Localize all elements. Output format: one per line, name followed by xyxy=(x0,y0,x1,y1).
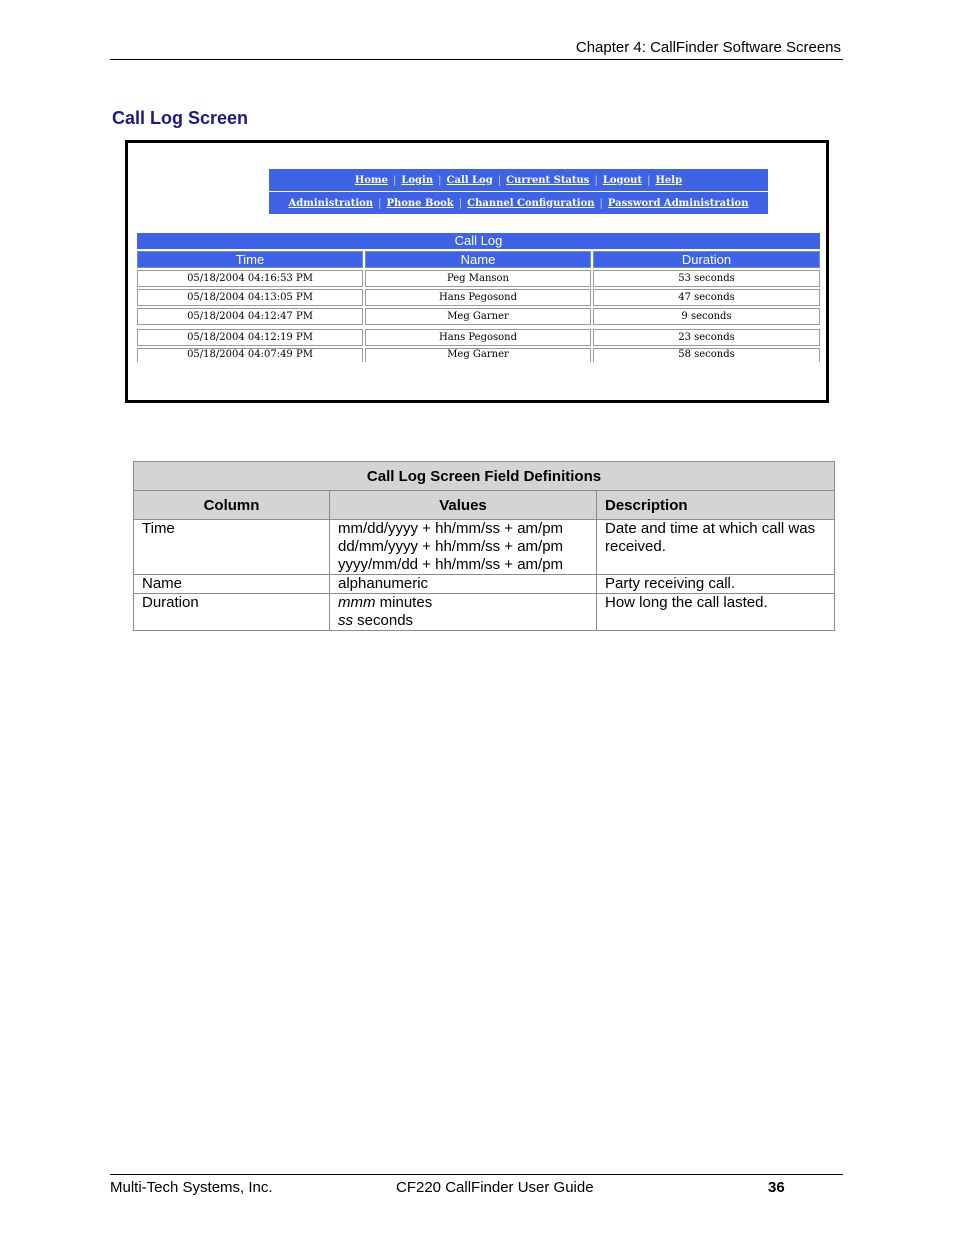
call-name-cell: Meg Garner xyxy=(365,308,591,325)
nav-separator: | xyxy=(599,197,603,209)
nav-separator: | xyxy=(438,174,442,186)
value-unit: minutes xyxy=(375,594,433,611)
section-title: Call Log Screen xyxy=(112,108,249,128)
call-log-screenshot xyxy=(125,140,829,403)
nav-logout-link[interactable]: Logout xyxy=(602,174,643,186)
call-duration-cell: 47 seconds xyxy=(593,289,820,306)
call-name-cell: Peg Manson xyxy=(365,270,591,287)
field-definitions-table xyxy=(133,461,835,631)
nav-current-status-link[interactable]: Current Status xyxy=(506,174,590,186)
call-duration-cell: 23 seconds xyxy=(593,329,820,346)
value-line: mm/dd/yyyy + hh/mm/ss + am/pm xyxy=(338,520,564,537)
field-values xyxy=(330,520,597,575)
table-row xyxy=(137,348,822,362)
table-caption-row xyxy=(134,462,835,491)
value-format: mmm xyxy=(338,594,376,611)
call-name-cell: Hans Pegosond xyxy=(365,329,591,346)
field-description: Party receiving call. xyxy=(597,575,835,594)
nav-bar-primary xyxy=(269,169,768,191)
nav-separator: | xyxy=(594,174,598,186)
table-header-row xyxy=(134,491,835,520)
call-log-table xyxy=(137,251,822,364)
value-line xyxy=(338,594,588,612)
call-log-header-row xyxy=(137,251,822,268)
field-values xyxy=(330,594,597,631)
nav-home-link[interactable]: Home xyxy=(354,174,388,186)
call-log-title-bar: Call Log xyxy=(137,233,820,249)
call-time-cell: 05/18/2004 04:12:47 PM xyxy=(137,308,363,325)
column-header-name: Name xyxy=(365,251,591,268)
field-values xyxy=(330,575,597,594)
header-column: Column xyxy=(134,491,330,520)
field-name: Name xyxy=(134,575,330,594)
value-format: ss xyxy=(338,612,353,629)
footer-guide-title: CF220 CallFinder User Guide xyxy=(396,1179,594,1196)
nav-call-log-link[interactable]: Call Log xyxy=(446,174,493,186)
field-name: Duration xyxy=(134,594,330,631)
value-line xyxy=(338,612,588,630)
chapter-title: Chapter 4: CallFinder Software Screens xyxy=(575,39,841,56)
nav-login-link[interactable]: Login xyxy=(401,174,434,186)
header-values: Values xyxy=(330,491,597,520)
page-header xyxy=(110,38,843,60)
table-row xyxy=(137,289,822,306)
footer-company: Multi-Tech Systems, Inc. xyxy=(110,1179,273,1196)
nav-separator: | xyxy=(647,174,651,186)
table-row xyxy=(134,575,835,594)
table-row xyxy=(134,520,835,575)
page-footer xyxy=(110,1174,843,1196)
table-title: Call Log Screen Field Definitions xyxy=(134,462,835,491)
nav-password-administration-link[interactable]: Password Administration xyxy=(607,197,749,209)
call-duration-cell: 58 seconds xyxy=(593,348,820,362)
column-header-duration: Duration xyxy=(593,251,820,268)
nav-channel-configuration-link[interactable]: Channel Configuration xyxy=(467,197,595,209)
header-description: Description xyxy=(597,491,835,520)
column-header-time: Time xyxy=(137,251,363,268)
table-row xyxy=(134,594,835,631)
call-name-cell: Meg Garner xyxy=(365,348,591,362)
call-time-cell: 05/18/2004 04:13:05 PM xyxy=(137,289,363,306)
value-line: dd/mm/yyyy + hh/mm/ss + am/pm xyxy=(338,538,564,555)
nav-separator: | xyxy=(378,197,382,209)
field-description: Date and time at which call was received. xyxy=(597,520,835,575)
field-name: Time xyxy=(134,520,330,575)
call-name-cell: Hans Pegosond xyxy=(365,289,591,306)
call-time-cell: 05/18/2004 04:07:49 PM xyxy=(137,348,363,362)
nav-administration-link[interactable]: Administration xyxy=(288,197,374,209)
call-duration-cell: 9 seconds xyxy=(593,308,820,325)
value-line: yyyy/mm/dd + hh/mm/ss + am/pm xyxy=(338,556,564,573)
nav-phone-book-link[interactable]: Phone Book xyxy=(386,197,454,209)
call-time-cell: 05/18/2004 04:12:19 PM xyxy=(137,329,363,346)
table-row xyxy=(137,329,822,346)
field-description: How long the call lasted. xyxy=(597,594,835,631)
table-row xyxy=(137,270,822,287)
footer-page-number: 36 xyxy=(768,1179,785,1196)
nav-separator: | xyxy=(458,197,463,209)
call-time-cell: 05/18/2004 04:16:53 PM xyxy=(137,270,363,287)
nav-help-link[interactable]: Help xyxy=(655,174,683,186)
value-line: alphanumeric xyxy=(338,575,429,592)
nav-separator: | xyxy=(392,174,397,186)
call-duration-cell: 53 seconds xyxy=(593,270,820,287)
value-unit: seconds xyxy=(353,612,414,629)
table-row xyxy=(137,308,822,325)
nav-separator: | xyxy=(497,174,502,186)
nav-bar-secondary xyxy=(269,192,768,214)
